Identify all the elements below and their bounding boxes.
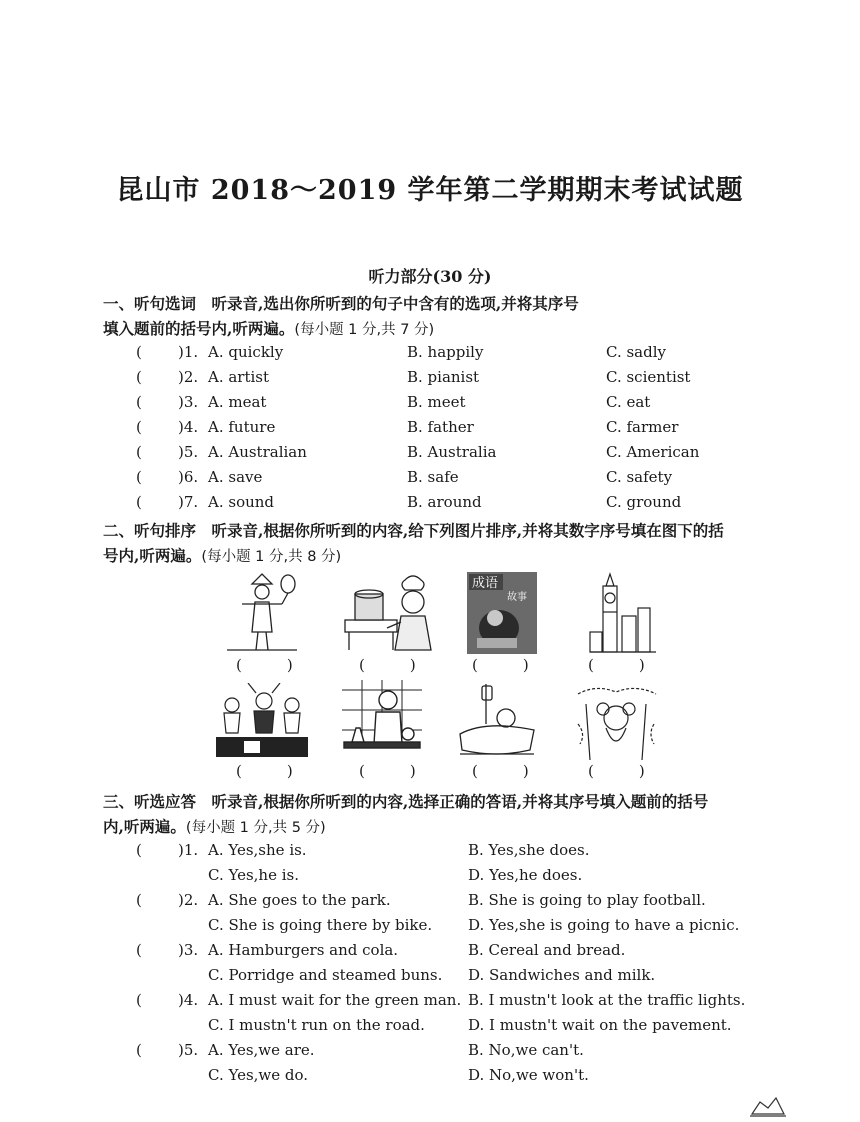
page-title: 昆山市 2018～2019 学年第二学期期末考试试题 (116, 175, 744, 206)
option-d: D. Yes,she is going to have a picnic. (468, 916, 740, 934)
list-item (0, 1041, 860, 1066)
answer-paren: ( (136, 343, 142, 361)
answer-blank[interactable]: ( ) (359, 762, 416, 780)
answer-paren: ( (136, 891, 142, 909)
item-number: )1. (178, 343, 199, 361)
option-d: D. I mustn't wait on the pavement. (468, 1016, 732, 1034)
option-d: D. Sandwiches and milk. (468, 966, 656, 984)
section3-heading-line1: 三、听选应答 听录音,根据你所听到的内容,选择正确的答语,并将其序号填入题前的括号 (103, 792, 709, 811)
option-c: C. American (606, 443, 700, 461)
list-item (0, 941, 860, 966)
option-b: B. She is going to play football. (468, 891, 706, 909)
section3-heading-line2: 内,听两遍。 (103, 817, 186, 836)
option-c: C. eat (606, 393, 651, 411)
item-number: )4. (178, 991, 199, 1009)
listening-part-title: 听力部分(30 分) (368, 267, 492, 286)
option-c: C. sadly (606, 343, 666, 361)
option-a: A. artist (208, 368, 270, 386)
option-a: A. She goes to the park. (208, 891, 391, 909)
option-a: A. Yes,she is. (208, 841, 307, 859)
section1-note: (每小题 1 分,共 7 分) (294, 322, 435, 338)
item-number: )4. (178, 418, 199, 436)
answer-blank[interactable]: ( ) (236, 762, 293, 780)
book-cover-text-2: 故事 (507, 592, 527, 603)
option-b: B. safe (407, 468, 459, 486)
option-a: A. meat (208, 393, 267, 411)
list-item (0, 966, 860, 991)
answer-blank[interactable]: ( ) (472, 656, 529, 674)
list-item (0, 1066, 860, 1091)
section1-heading-line1: 一、听句选词 听录音,选出你所听到的句子中含有的选项,并将其序号 (103, 294, 579, 313)
list-item (0, 866, 860, 891)
answer-paren: ( (136, 493, 142, 511)
section1-heading-line2: 填入题前的括号内,听两遍。 (103, 319, 295, 338)
list-item (0, 418, 860, 443)
koala-tree-icon (576, 684, 658, 760)
list-item (0, 1016, 860, 1041)
option-c: C. Yes,he is. (208, 866, 299, 884)
answer-paren: ( (136, 418, 142, 436)
scarecrow-icon (222, 572, 304, 654)
list-item (0, 368, 860, 393)
option-a: A. Yes,we are. (208, 1041, 315, 1059)
section3-heading (103, 789, 783, 841)
option-c: C. She is going there by bike. (208, 916, 433, 934)
answer-paren: ( (136, 443, 142, 461)
option-b: B. meet (407, 393, 466, 411)
option-a: A. Australian (208, 443, 307, 461)
list-item (0, 343, 860, 368)
section2-note: (每小题 1 分,共 8 分) (201, 549, 342, 565)
option-a: A. quickly (208, 343, 284, 361)
option-b: B. father (407, 418, 474, 436)
option-b: B. happily (407, 343, 484, 361)
idiom-story-book-icon (467, 572, 537, 654)
answer-blank[interactable]: ( ) (472, 762, 529, 780)
answer-blank[interactable]: ( ) (236, 656, 293, 674)
section2-heading-line2: 号内,听两遍。 (103, 546, 202, 565)
section3-note: (每小题 1 分,共 5 分) (185, 820, 326, 836)
option-a: A. future (208, 418, 276, 436)
corner-decoration-icon (748, 1094, 788, 1118)
item-number: )7. (178, 493, 199, 511)
option-c: C. ground (606, 493, 682, 511)
big-ben-icon (586, 572, 658, 654)
list-item (0, 393, 860, 418)
option-c: C. safety (606, 468, 673, 486)
scientist-lab-icon (342, 680, 422, 760)
item-number: )2. (178, 368, 199, 386)
section1-heading (103, 291, 783, 343)
item-number: )5. (178, 443, 199, 461)
answer-paren: ( (136, 1041, 142, 1059)
answer-paren: ( (136, 841, 142, 859)
answer-paren: ( (136, 991, 142, 1009)
option-a: A. Hamburgers and cola. (208, 941, 399, 959)
item-number: )2. (178, 891, 199, 909)
option-b: B. Yes,she does. (468, 841, 590, 859)
option-a: A. save (208, 468, 263, 486)
option-b: B. Australia (407, 443, 497, 461)
item-number: )5. (178, 1041, 199, 1059)
answer-blank[interactable]: ( ) (359, 656, 416, 674)
item-number: )3. (178, 941, 199, 959)
answer-paren: ( (136, 368, 142, 386)
item-number: )1. (178, 841, 199, 859)
option-d: D. Yes,he does. (468, 866, 583, 884)
item-number: )6. (178, 468, 199, 486)
list-item (0, 916, 860, 941)
option-b: B. around (407, 493, 482, 511)
list-item (0, 493, 860, 518)
list-item (0, 468, 860, 493)
option-d: D. No,we won't. (468, 1066, 589, 1084)
option-a: A. sound (208, 493, 275, 511)
answer-paren: ( (136, 468, 142, 486)
list-item (0, 991, 860, 1016)
list-item (0, 443, 860, 468)
cheering-children-icon (214, 683, 310, 759)
answer-blank[interactable]: ( ) (588, 762, 645, 780)
option-c: C. I mustn't run on the road. (208, 1016, 425, 1034)
answer-blank[interactable]: ( ) (588, 656, 645, 674)
option-c: C. Yes,we do. (208, 1066, 309, 1084)
option-b: B. Cereal and bread. (468, 941, 626, 959)
cooking-boy-icon (343, 572, 435, 654)
option-c: C. farmer (606, 418, 679, 436)
answer-paren: ( (136, 393, 142, 411)
option-b: B. I mustn't look at the traffic lights. (468, 991, 746, 1009)
list-item (0, 841, 860, 866)
book-cover-text-1: 成语 (472, 576, 499, 591)
list-item (0, 891, 860, 916)
item-number: )3. (178, 393, 199, 411)
option-a: A. I must wait for the green man. (208, 991, 462, 1009)
sick-in-bed-icon (456, 684, 538, 760)
option-c: C. scientist (606, 368, 691, 386)
section2-heading (103, 518, 783, 570)
option-b: B. pianist (407, 368, 480, 386)
option-b: B. No,we can't. (468, 1041, 584, 1059)
answer-paren: ( (136, 941, 142, 959)
section2-heading-line1: 二、听句排序 听录音,根据你所听到的内容,给下列图片排序,并将其数字序号填在图下的括 (103, 521, 724, 540)
option-c: C. Porridge and steamed buns. (208, 966, 443, 984)
